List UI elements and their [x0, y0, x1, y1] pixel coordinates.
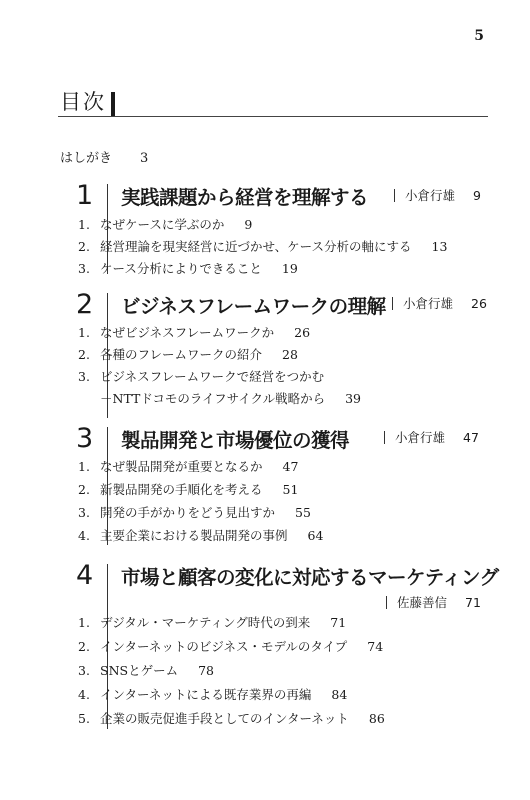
section-title: －NTTドコモのライフサイクル戦略から [100, 391, 326, 406]
section-item[interactable]: 1. デジタル・マーケティング時代の到来 71 [78, 615, 347, 630]
section-title: 開発の手がかりをどう見出すか [100, 505, 276, 520]
section-title: なぜビジネスフレームワークか [100, 325, 275, 340]
section-page: 78 [198, 663, 214, 678]
chapter-number: 4 [76, 560, 94, 591]
chapter-title[interactable]: 製品開発と市場優位の獲得 [121, 429, 350, 452]
toc-title: 目次 [60, 90, 106, 114]
author-name: 小倉行雄 [395, 430, 446, 445]
section-title: SNSとゲーム [100, 663, 179, 678]
section-item[interactable]: 2. 新製品開発の手順化を考える 51 [78, 482, 299, 497]
section-item[interactable]: 3. ビジネスフレームワークで経営をつかむ [78, 369, 325, 384]
preface-entry[interactable] [60, 147, 148, 166]
section-page: 26 [294, 325, 311, 340]
toc-header [58, 82, 488, 117]
chapter-number: 1 [76, 180, 94, 211]
author-name: 佐藤善信 [397, 595, 448, 610]
author-name: 小倉行雄 [405, 188, 456, 203]
section-page: 9 [244, 217, 253, 232]
section-item[interactable]: 5. 企業の販売促進手段としてのインターネット 86 [78, 711, 385, 726]
section-page: 28 [282, 347, 298, 362]
section-title: インターネットのビジネス・モデルのタイプ [100, 639, 348, 654]
author-name: 小倉行雄 [403, 296, 454, 311]
author-separator [386, 596, 387, 609]
preface-page: 3 [140, 151, 149, 166]
section-title: 企業の販売促進手段としてのインターネット [100, 711, 349, 726]
section-page: 39 [345, 391, 362, 406]
chapter-title[interactable]: 実践課題から経営を理解する [121, 186, 369, 209]
section-page: 13 [431, 239, 448, 254]
section-page: 71 [330, 615, 347, 630]
section-item[interactable]: 2. インターネットのビジネス・モデルのタイプ 74 [78, 639, 384, 654]
section-item[interactable]: 3. ケース分析によりできること 19 [78, 261, 298, 276]
chapter-page: 9 [473, 188, 481, 203]
chapter-author [384, 428, 479, 446]
section-item[interactable]: 3. 開発の手がかりをどう見出すか 55 [78, 505, 311, 520]
section-title: なぜケースに学ぶのか [100, 217, 225, 232]
section-item[interactable]: 4. 主要企業における製品開発の事例 64 [78, 528, 324, 543]
section-title: 主要企業における製品開発の事例 [100, 528, 288, 543]
chapter-page: 47 [463, 430, 479, 445]
section-page: 84 [331, 687, 348, 702]
section-title: ケース分析によりできること [100, 261, 262, 276]
section-page: 86 [368, 711, 385, 726]
chapter-page: 71 [465, 595, 481, 610]
section-page: 55 [295, 505, 311, 520]
section-item[interactable]: 1. なぜ製品開発が重要となるか 47 [78, 459, 299, 474]
chapter-author [386, 593, 481, 611]
section-item[interactable]: 4. インターネットによる既存業界の再編 84 [78, 687, 348, 702]
section-title: 新製品開発の手順化を考える [100, 482, 263, 497]
section-page: 47 [282, 459, 299, 474]
section-title: インターネットによる既存業界の再編 [100, 687, 312, 702]
title-bar-decoration [111, 92, 115, 116]
section-page: 19 [281, 261, 298, 276]
author-separator [392, 297, 393, 310]
chapter-number: 2 [76, 289, 94, 320]
chapter-title[interactable]: 市場と顧客の変化に対応するマーケティング [121, 566, 499, 589]
section-item[interactable]: 1. なぜケースに学ぶのか 9 [78, 217, 253, 232]
section-page: 51 [282, 482, 299, 497]
section-title: デジタル・マーケティング時代の到来 [100, 615, 311, 630]
section-item[interactable]: 2. 各種のフレームワークの紹介 28 [78, 347, 298, 362]
section-item[interactable]: 2. 経営理論を現実経営に近づかせ、ケース分析の軸にする 13 [78, 239, 448, 254]
section-item[interactable]: 1. なぜビジネスフレームワークか 26 [78, 325, 311, 340]
section-page: 64 [307, 528, 324, 543]
chapter-number: 3 [76, 423, 94, 454]
chapter-title[interactable]: ビジネスフレームワークの理解 [121, 295, 386, 318]
section-item-continued[interactable] [100, 389, 361, 407]
preface-label: はしがき [60, 151, 113, 166]
chapter-author [394, 186, 481, 204]
section-title: ビジネスフレームワークで経営をつかむ [100, 369, 325, 384]
section-title: 経営理論を現実経営に近づかせ、ケース分析の軸にする [100, 239, 412, 254]
section-page: 74 [367, 639, 384, 654]
author-separator [384, 431, 385, 444]
chapter-author [392, 294, 487, 312]
section-title: 各種のフレームワークの紹介 [100, 347, 263, 362]
page-number: 5 [474, 28, 484, 44]
section-item[interactable]: 3. SNSとゲーム 78 [78, 663, 214, 678]
section-title: なぜ製品開発が重要となるか [100, 459, 263, 474]
author-separator [394, 189, 395, 202]
chapter-page: 26 [471, 296, 487, 311]
